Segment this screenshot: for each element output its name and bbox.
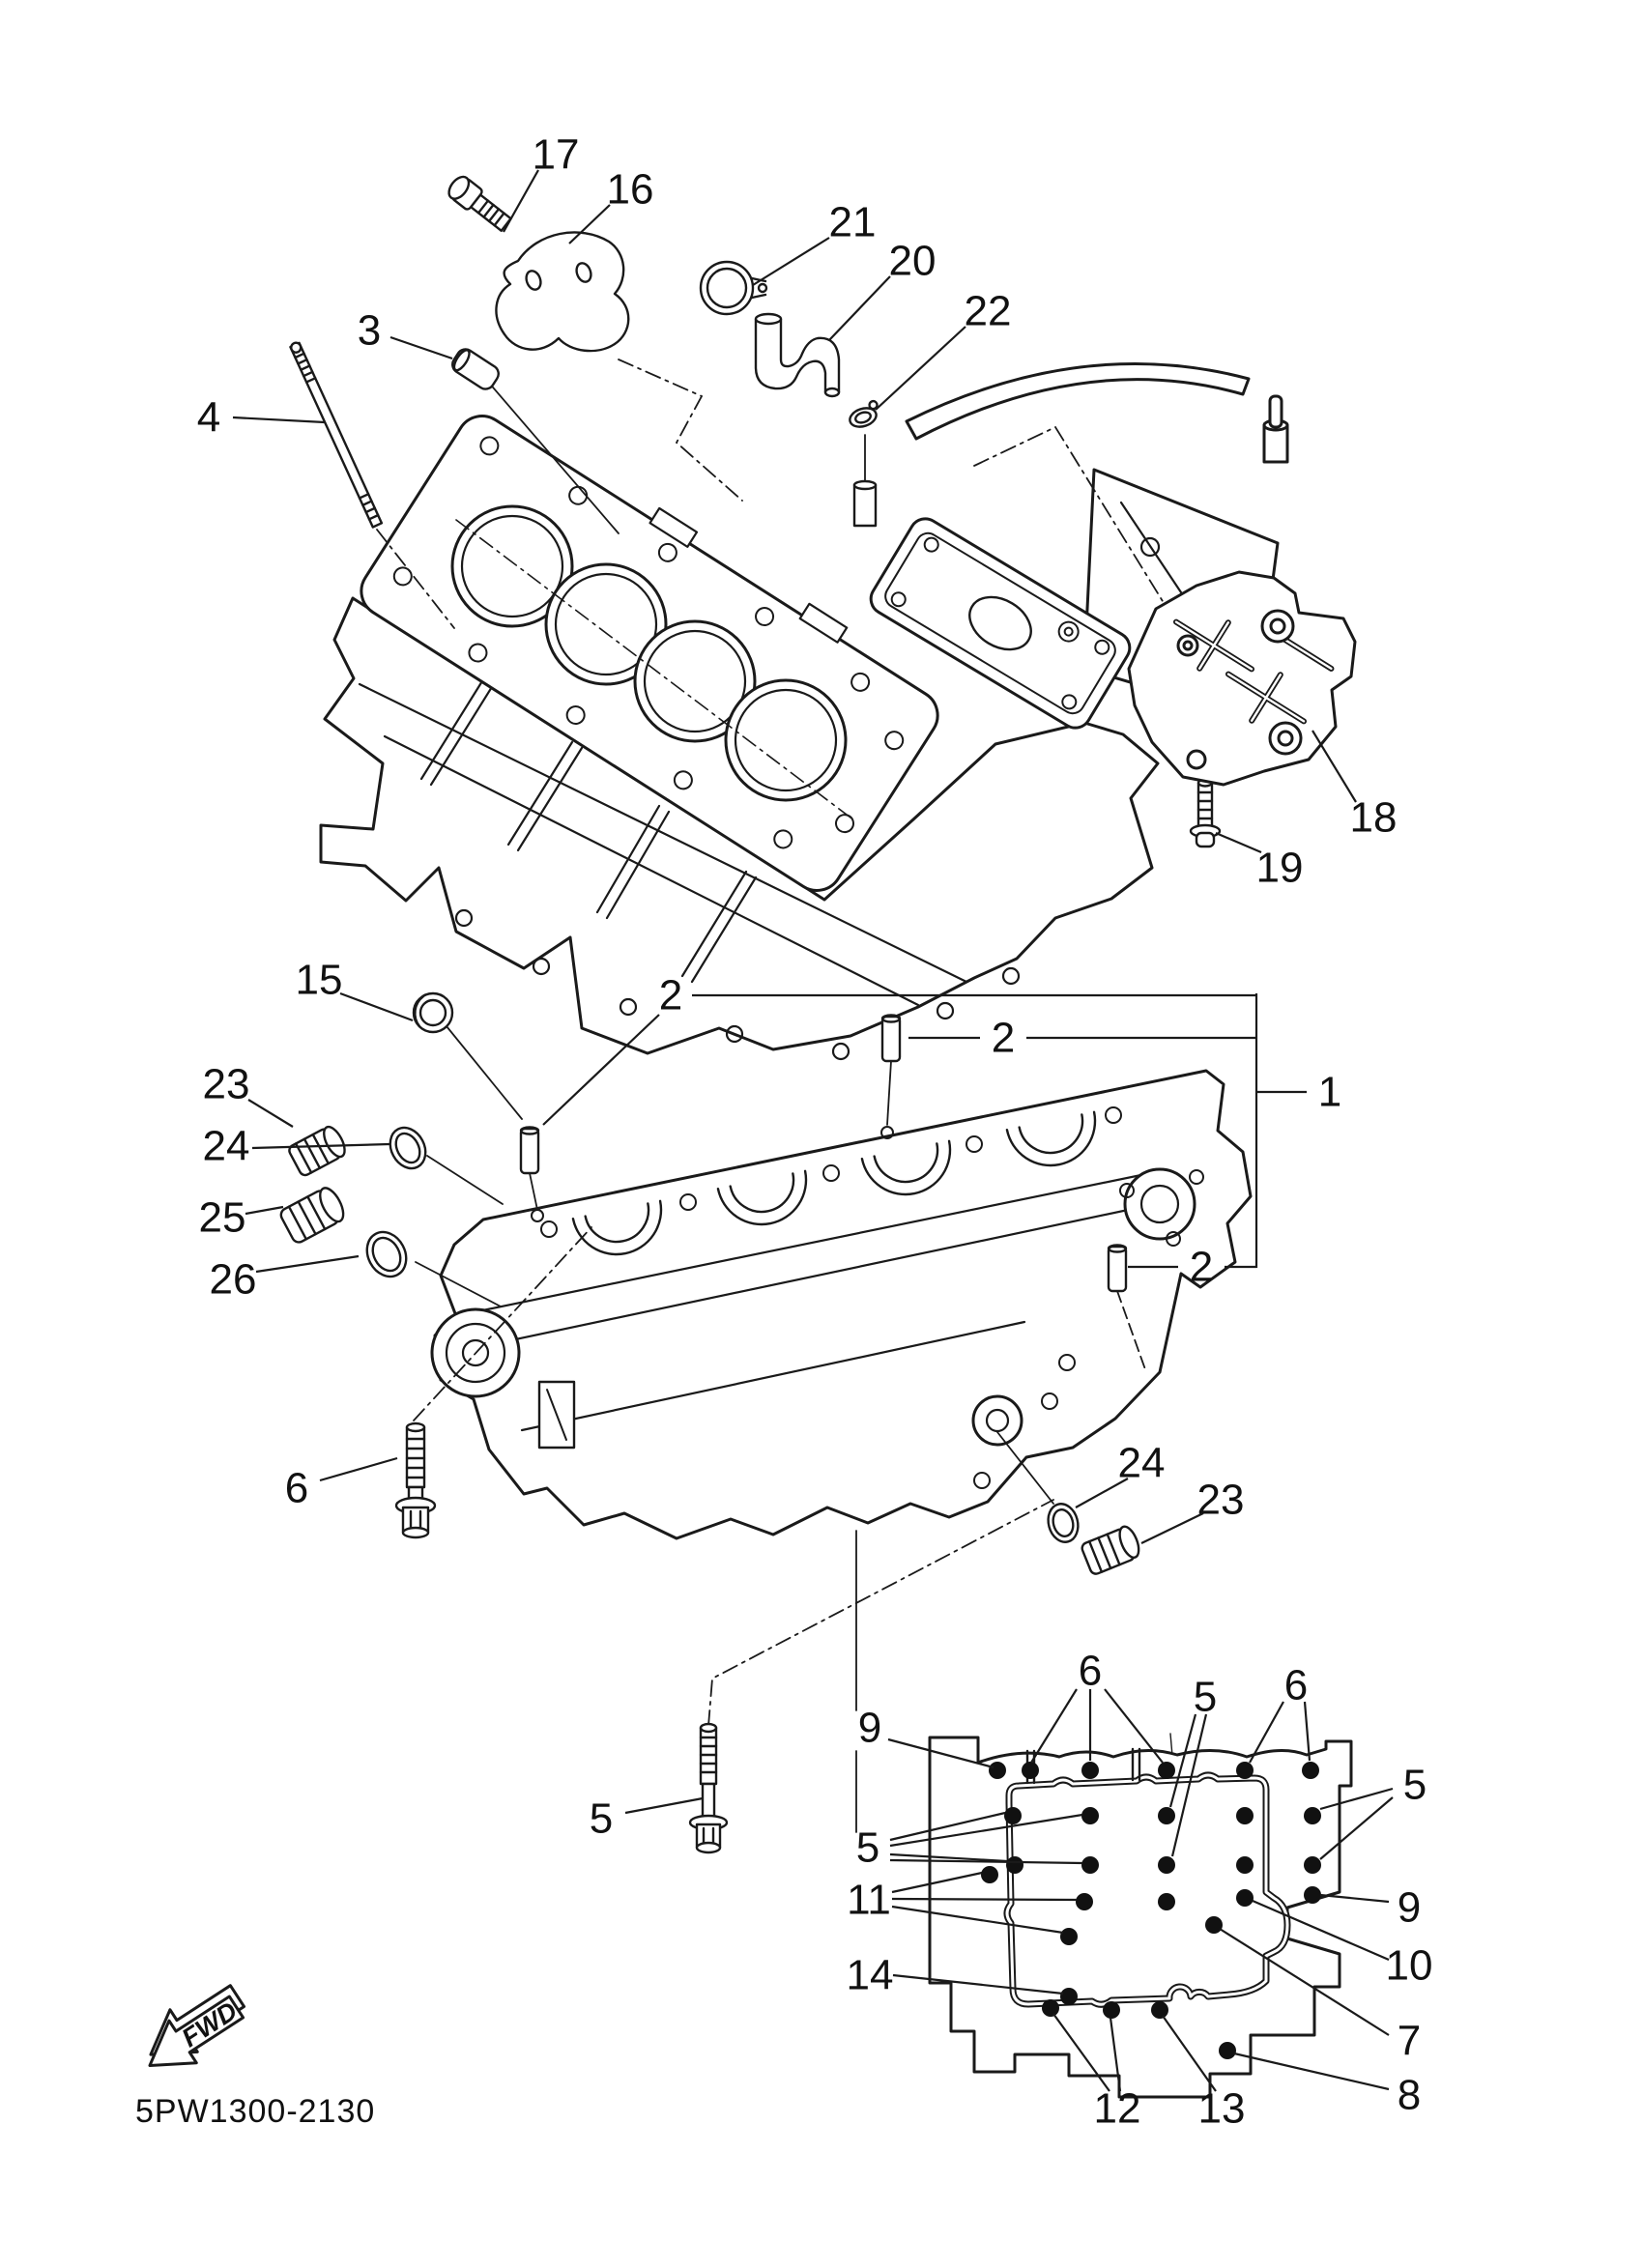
bolt-dot — [1236, 1762, 1254, 1779]
leader-line — [876, 327, 966, 410]
part-25-plug — [278, 1185, 348, 1245]
bolt-dot — [1081, 1856, 1099, 1874]
callout-5: 5 — [1193, 1673, 1218, 1721]
bolt-dot — [1158, 1762, 1175, 1779]
part-17-bolt — [445, 173, 513, 235]
leader-line — [1234, 2053, 1389, 2089]
callout-11: 11 — [847, 1876, 891, 1924]
bolt-dot — [1006, 1856, 1023, 1874]
bolt-dot — [1081, 1807, 1099, 1824]
part-16-cover — [496, 232, 628, 351]
part-22-clip — [847, 400, 882, 430]
callout-4: 4 — [196, 393, 221, 442]
bolt-dot — [1158, 1807, 1175, 1824]
callout-6: 6 — [1283, 1661, 1309, 1709]
bolt-dot — [1304, 1807, 1321, 1824]
leader-line — [892, 1899, 1077, 1900]
bolt-dot — [1103, 2001, 1120, 2019]
part-3-cap — [449, 346, 502, 392]
diagram-code: 5PW1300-2130 — [135, 2093, 376, 2130]
bolt-dot — [989, 1762, 1006, 1779]
bolt-dot — [1302, 1762, 1319, 1779]
callout-9: 9 — [857, 1704, 882, 1752]
callout-18: 18 — [1349, 793, 1398, 842]
part-24-oring — [384, 1122, 433, 1175]
leader-line — [248, 1100, 293, 1127]
callout-15: 15 — [295, 956, 343, 1004]
part-26-oring — [360, 1225, 414, 1283]
callout-21: 21 — [828, 198, 877, 246]
callout-25: 25 — [198, 1193, 246, 1242]
leader-line — [753, 238, 829, 285]
callout-6: 6 — [284, 1464, 309, 1512]
leader-line — [1312, 731, 1356, 802]
bolt-dot — [1060, 1928, 1078, 1945]
part-15-plug — [414, 993, 452, 1032]
callout-6: 6 — [1078, 1647, 1103, 1695]
callout-13: 13 — [1197, 2084, 1246, 2133]
callout-7: 7 — [1397, 2017, 1422, 2065]
leader-line — [233, 417, 325, 422]
bolt-dot — [1236, 1807, 1254, 1824]
leader-line — [1216, 833, 1261, 852]
bolt-dot — [1076, 1893, 1093, 1910]
callout-1: 1 — [1317, 1068, 1342, 1116]
leader-line — [625, 1798, 703, 1813]
bolt-dot — [1219, 2042, 1236, 2059]
callout-5: 5 — [855, 1823, 880, 1872]
part-4-stud — [290, 341, 382, 527]
bolt-dot — [1042, 1999, 1059, 2017]
callout-23: 23 — [202, 1060, 250, 1108]
part-23-plug — [287, 1124, 349, 1177]
leader-line — [340, 993, 413, 1020]
callout-2: 2 — [658, 971, 683, 1019]
callout-20: 20 — [888, 237, 937, 285]
leader-line — [1320, 1895, 1389, 1902]
bolt-dot — [1022, 1762, 1039, 1779]
callout-24: 24 — [1117, 1439, 1166, 1487]
bolt-dot — [1158, 1893, 1175, 1910]
bolt-dot — [1205, 1916, 1223, 1934]
leader-line — [1031, 1689, 1077, 1763]
bolt-dot — [1081, 1762, 1099, 1779]
part-19-screw — [1191, 780, 1220, 847]
leader-line — [504, 170, 538, 232]
bolt-dot — [1158, 1856, 1175, 1874]
callout-12: 12 — [1093, 2084, 1141, 2133]
baffle-plate-drawing — [1129, 572, 1355, 785]
leader-line — [1141, 1513, 1203, 1543]
bolt-dot — [1304, 1856, 1321, 1874]
leader-line — [829, 276, 890, 340]
callout-8: 8 — [1397, 2071, 1422, 2119]
fwd-label: FWD — [176, 1995, 243, 2053]
callout-3: 3 — [357, 306, 382, 355]
leader-line — [1305, 1702, 1310, 1761]
callout-14: 14 — [846, 1951, 894, 1999]
callout-23: 23 — [1196, 1476, 1245, 1524]
part-20-hose — [756, 314, 839, 396]
part-6-bolt — [396, 1423, 435, 1537]
callout-22: 22 — [964, 287, 1012, 335]
callout-9: 9 — [1397, 1883, 1422, 1932]
leader-line — [390, 337, 452, 359]
bolt-dot — [981, 1866, 998, 1883]
leader-line — [320, 1458, 397, 1480]
leader-line — [256, 1256, 359, 1272]
bolt-dot — [1304, 1886, 1321, 1904]
callout-2: 2 — [1189, 1243, 1214, 1291]
callout-17: 17 — [532, 130, 580, 179]
part-23b-plug — [1081, 1524, 1143, 1575]
bolt-dot — [1060, 1988, 1078, 2005]
callout-2: 2 — [991, 1014, 1016, 1062]
leader-line — [245, 1207, 283, 1214]
bolt-dot — [1151, 2001, 1168, 2019]
bolt-dot — [1004, 1807, 1022, 1824]
callout-5: 5 — [589, 1794, 614, 1843]
callout-10: 10 — [1385, 1941, 1433, 1990]
part-21-clamp — [701, 262, 766, 314]
bolt-dot — [1236, 1889, 1254, 1907]
callout-26: 26 — [209, 1255, 257, 1304]
part-5-bolt — [690, 1724, 727, 1852]
callout-5: 5 — [1402, 1761, 1427, 1809]
fwd-arrow — [130, 1975, 256, 2085]
callout-16: 16 — [606, 165, 654, 214]
bolt-dot — [1236, 1856, 1254, 1874]
callout-19: 19 — [1255, 844, 1304, 892]
callout-24: 24 — [202, 1122, 250, 1170]
